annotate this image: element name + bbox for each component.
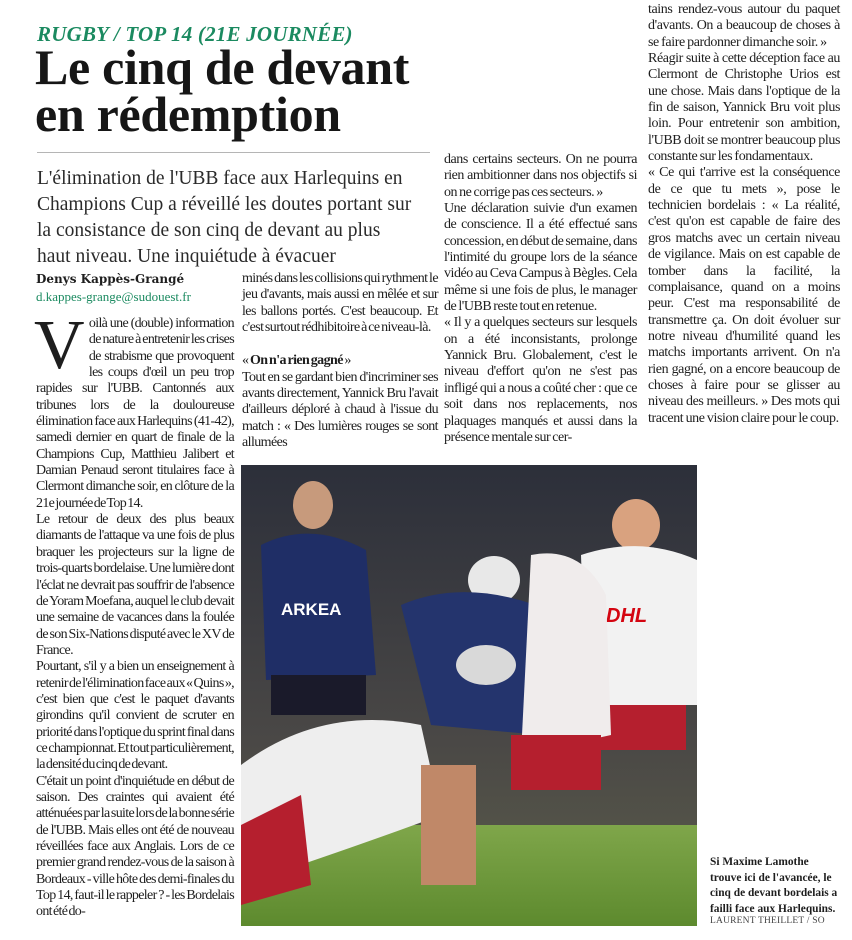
jersey-sponsor-right: DHL <box>606 605 648 627</box>
body-paragraph: Pourtant, s'il y a bien un enseignement à retenir de l'élimination face aux « Quins », c'est bien que c'est le paquet d'avants girondins qu'il convient de scruter en priorité dans l'optique du sprint final dans ce championnat. Et tout particulièrement, la densité du cinq de devant. <box>36 659 234 773</box>
article-kicker: RUGBY / TOP 14 (21E JOURNÉE) <box>37 22 353 46</box>
author-email-link[interactable]: d.kappes-grange@sudouest.fr <box>36 289 191 304</box>
headline-divider <box>37 152 430 153</box>
body-column-1 <box>34 307 234 921</box>
body-paragraph: Une déclaration suivie d'un examen de conscience. Il a été effectué sans concession, en début de semaine, dans l'intimité du groupe lors de la séance vidéo au Ceva Campus à Bègles. Cela même si une fois de plus, le manager de l'UBB reste tout en retenue. <box>444 201 637 315</box>
body-paragraph: dans certains secteurs. On ne pourra rien ambitionner dans nos objectifs si on ne corrige pas ces secteurs. » <box>444 152 637 200</box>
jersey-sponsor-left: ARKEA <box>281 600 342 619</box>
headline-line-1: Le cinq de devant <box>35 39 410 95</box>
article-headline <box>35 39 410 142</box>
drop-cap: V <box>34 307 84 384</box>
body-paragraph: Voilà une (double) information de nature à entretenir les crises de strabisme que provoquent les coups d'œil un peu trop rapides sur l'UBB. Cantonnés aux tribunes lors de la douloureuse élimination face aux Harlequins (41-42), samedi dernier en quart de finale de la Champions Cup, Matthieu Jalibert et Damian Penaud seront titulaires face à Clermont dimanche soir, en clôture de la 21e journée de Top 14. <box>34 307 234 511</box>
body-column-3 <box>444 152 637 446</box>
body-paragraph: Le retour de deux des plus beaux diamants de l'attaque va une fois de plus braquer les projecteurs sur la ligne de trois-quarts bordelaise. Une lumière dont l'éclat ne devrait pas souffrir de l'absence de Yoram Moefana, auquel le club devait une semaine de vacances dans la foulée de son Six-Nations disputé avec le XV de France. <box>36 512 234 658</box>
body-column-2 <box>242 271 438 451</box>
headline-line-2: en rédemption <box>35 86 341 142</box>
body-paragraph: Réagir suite à cette déception face au Clermont de Christophe Urios est une chose. Mais dans l'optique de la fin de saison, Yannick Bru voit plus loin. Pour entretenir son ambition, l'UBB doit se montrer beaucoup plus constante sur les fondamentaux. <box>648 51 840 165</box>
subheading: « On n'a rien gagné » <box>242 353 351 369</box>
article-lead: L'élimination de l'UBB face aux Harlequins en Champions Cup a réveillé les doutes portant sur la consistance de son cinq de devant au plus haut niveau. Une inquiétude à évacuer <box>37 168 412 267</box>
byline <box>36 271 191 305</box>
author-name: Denys Kappès-Grangé <box>36 272 185 286</box>
rugby-match-photo <box>241 465 697 926</box>
body-paragraph: tains rendez-vous autour du paquet d'avants. On a beaucoup de choses à se faire pardonner dimanche soir. » <box>648 2 840 50</box>
body-column-4 <box>648 2 840 427</box>
body-paragraph: minés dans les collisions qui rythment le jeu d'avants, mais aussi en mêlée et sur les ballons portés. C'est beaucoup. Et c'est surtout rédhibitoire à ce niveau-là. <box>242 271 438 336</box>
photo-credit: LAURENT THEILLET / SO <box>710 916 825 926</box>
photo-caption: Si Maxime Lamothe trouve ici de l'avancée, le cinq de devant bordelais a failli face aux Harlequins. <box>710 856 838 915</box>
body-paragraph: « Ce qui t'arrive est la conséquence de ce que tu mets », pose le technicien bordelais : « La réalité, c'est qu'on est capable de faire des gros matchs avec un certain niveau de vigilance. Mais on est capable de tomber dans la facilité, la complaisance, quand on a moins peur. C'est ma responsabilité de transmettre ça. On doit évoluer sur notre niveau d'humilité quand les matchs importants arrivent. On n'a rien gagné, on a encore beaucoup de choses à faire pour se glisser au niveau des meilleurs. » Des mots qui tracent une vision claire pour le coup. <box>648 165 840 426</box>
body-paragraph: Tout en se gardant bien d'incriminer ses avants directement, Yannick Bru l'avait d'ailleurs déploré à chaud à l'issue du match : « Des lumières rouges se sont allumées <box>242 369 438 451</box>
body-paragraph: « Il y a quelques secteurs sur lesquels on a été inconsistants, prolonge Yannick Bru. Globalement, c'est le niveau d'effort qu'on ne s'est pas infligé qui a nous a coûté cher : que ce soit dans nos replacements, nos plaquages manqués et aussi dans la présence mentale sur cer- <box>444 315 637 445</box>
photo-illustration <box>241 465 697 926</box>
body-paragraph: C'était un point d'inquiétude en début de saison. Des craintes qui avaient été atténuées par la suite lors de la bonne série de l'UBB. Mais elles ont été de nouveau réveillées face aux Anglais. Lors de ce premier grand rendez-vous de la saison à Bordeaux - ville hôte des demi-finales du Top 14, faut-il le rappeler ? - les Bordelais ont été do- <box>36 773 234 920</box>
